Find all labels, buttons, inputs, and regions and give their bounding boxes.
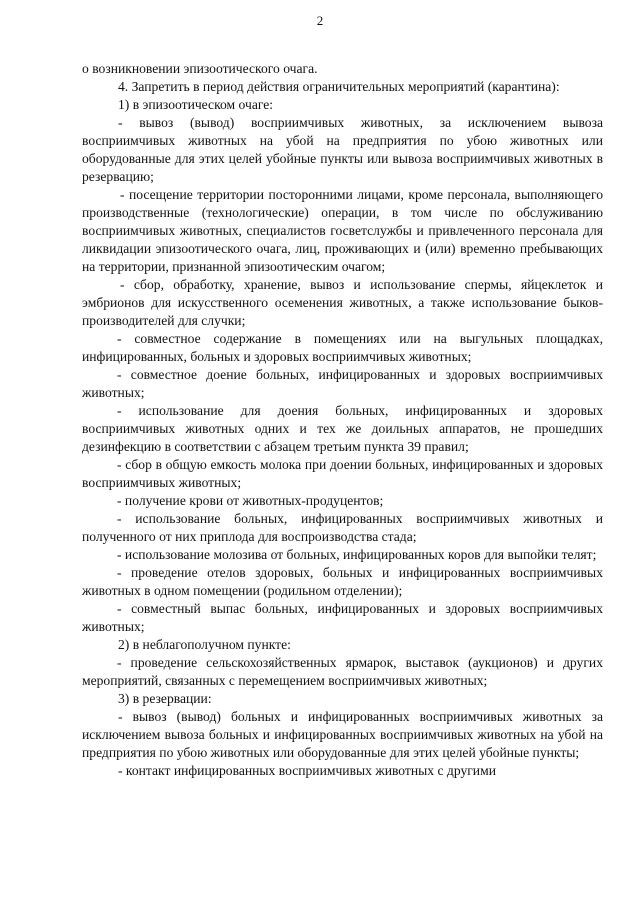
- list-item: - использование больных, инфицированных восприимчивых животных и полученного от них приплода для воспроизводства стада;: [82, 511, 603, 544]
- paragraph: о возникновении эпизоотического очага.: [82, 61, 318, 76]
- list-item: - вывоз (вывод) восприимчивых животных, за исключением вывоза восприимчивых животных на убой на предприятия по убою животных или оборудованные для этих целей убойные пункты или вывоза восприимчивых животных в резервацию;: [82, 115, 603, 184]
- list-item: - посещение территории посторонними лицами, кроме персонала, выполняющего производственные (технологические) операции, в том числе по обслуживанию восприимчивых животных, специалистов госветслужбы и привлеченного персонала для ликвидации эпизоотического очага, лиц, проживающих и (или) временно пребывающих на территории, признанной эпизоотическим очагом;: [82, 187, 603, 274]
- paragraph: 2) в неблагополучном пункте:: [118, 637, 291, 652]
- list-item: - совместный выпас больных, инфицированных и здоровых восприимчивых животных;: [82, 601, 603, 634]
- list-item: - использование для доения больных, инфицированных и здоровых восприимчивых животных одних и тех же доильных аппаратов, не прошедших дезинфекцию в соответствии с абзацем третьим пункта 39 правил;: [82, 403, 603, 454]
- list-item: - сбор, обработку, хранение, вывоз и использование спермы, яйцеклеток и эмбрионов для искусственного осеменения животных, а также использование быков-производителей для случки;: [82, 277, 603, 328]
- list-item: - вывоз (вывод) больных и инфицированных восприимчивых животных за исключением вывоза больных и инфицированных восприимчивых животных на убой на предприятия по убою животных или оборудованные для этих целей убойные пункты;: [82, 709, 603, 760]
- list-item: - совместное содержание в помещениях или на выгульных площадках, инфицированных, больных и здоровых восприимчивых животных;: [82, 331, 603, 364]
- list-item: - проведение отелов здоровых, больных и инфицированных восприимчивых животных в одном помещении (родильном отделении);: [82, 565, 603, 598]
- list-item: - контакт инфицированных восприимчивых животных с другими: [118, 763, 496, 778]
- list-item: - совместное доение больных, инфицированных и здоровых восприимчивых животных;: [82, 367, 603, 400]
- list-item: - сбор в общую емкость молока при доении больных, инфицированных и здоровых восприимчивых животных;: [82, 457, 603, 490]
- paragraph: 3) в резервации:: [118, 691, 212, 706]
- list-item: - проведение сельскохозяйственных ярмарок, выставок (аукционов) и других мероприятий, связанных с перемещением восприимчивых животных;: [82, 655, 603, 688]
- document-body: [82, 60, 603, 780]
- page-number: 2: [316, 13, 324, 28]
- paragraph: 4. Запретить в период действия ограничительных мероприятий (карантина):: [118, 79, 560, 94]
- list-item: - использование молозива от больных, инфицированных коров для выпойки телят;: [117, 547, 597, 562]
- paragraph: 1) в эпизоотическом очаге:: [118, 97, 274, 112]
- list-item: - получение крови от животных-продуцентов;: [117, 493, 384, 508]
